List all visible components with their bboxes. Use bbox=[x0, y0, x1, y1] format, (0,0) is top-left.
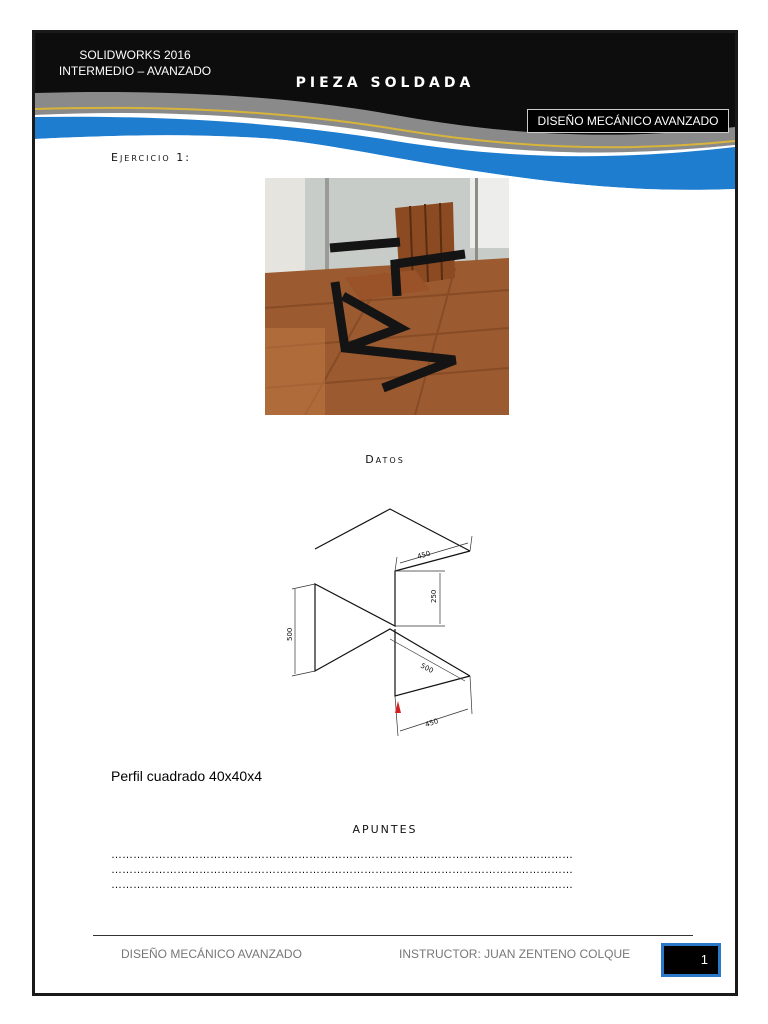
exercise-title: Ejercicio 1: bbox=[111, 151, 191, 164]
course-line-2: INTERMEDIO – AVANZADO bbox=[58, 64, 212, 78]
footer-instructor: INSTRUCTOR: JUAN ZENTENO COLQUE bbox=[399, 947, 631, 961]
course-title bbox=[49, 47, 221, 79]
dimension-label: 500 bbox=[286, 627, 294, 641]
page-frame bbox=[32, 30, 738, 996]
footer-divider bbox=[93, 935, 693, 936]
note-line: ……………………………………………………………………………………………………………… bbox=[111, 879, 573, 891]
note-line: ……………………………………………………………………………………………………………… bbox=[111, 864, 573, 876]
profile-spec: Perfil cuadrado 40x40x4 bbox=[111, 768, 262, 784]
datos-heading: Datos bbox=[365, 453, 405, 466]
apuntes-heading: APUNTES bbox=[352, 823, 418, 836]
header-banner bbox=[35, 33, 735, 193]
dimension-label: 500 bbox=[419, 661, 435, 676]
chair-photo bbox=[265, 178, 509, 415]
dimension-label: 250 bbox=[430, 589, 438, 603]
chair-photo-illustration bbox=[265, 178, 509, 415]
note-line: ……………………………………………………………………………………………………………… bbox=[111, 849, 573, 861]
dimension-label: 450 bbox=[416, 549, 432, 561]
course-line-1: SOLIDWORKS 2016 bbox=[79, 48, 191, 62]
dimension-label: 450 bbox=[424, 717, 440, 729]
dimension-drawing bbox=[250, 481, 530, 756]
footer-department: DISEÑO MECÁNICO AVANZADO bbox=[121, 947, 302, 961]
page-number: 1 bbox=[661, 943, 721, 977]
document-title: PIEZA SOLDADA bbox=[295, 75, 475, 91]
department-label: DISEÑO MECÁNICO AVANZADO bbox=[527, 109, 729, 133]
isometric-frame-drawing bbox=[250, 481, 530, 756]
